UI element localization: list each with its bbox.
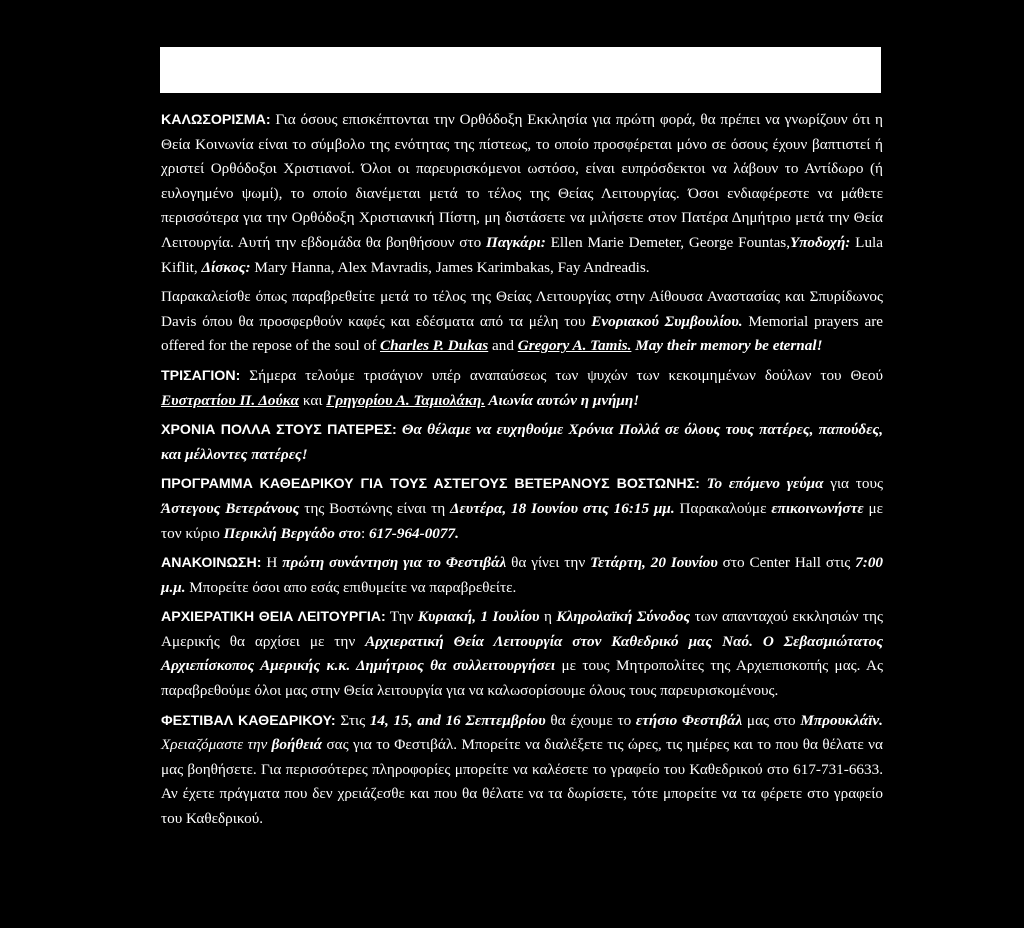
pangari-label: Παγκάρι:	[486, 233, 546, 251]
bulletin-text	[161, 108, 883, 837]
header-banner	[160, 47, 881, 93]
veterans-heading: ΠΡΟΓΡΑΜΜΑ ΚΑΘΕΔΡΙΚΟΥ ΓΙΑ ΤΟΥΣ ΑΣΤΕΓΟΥΣ ΒΕΤΕΡΑΝΟΥΣ ΒΟΣΤΩΝΗΣ:	[161, 476, 700, 493]
reception-label: Υποδοχή:	[790, 233, 851, 251]
trisagion-name-2: Γρηγορίου Α. Ταμιολάκη.	[326, 391, 486, 409]
memorial-name-2: Gregory A. Tamis.	[517, 337, 632, 355]
trisagion-heading: ΤΡΙΣΑΓΙΟΝ:	[161, 367, 241, 384]
memory-eternal: May their memory be eternal!	[631, 337, 823, 355]
coffee-hour-paragraph: Παρακαλείσθε όπως παραβρεθείτε μετά το τέλος της Θείας Λειτουργίας στην Αίθουσα Αναστασίας και Σπυρίδωνος Davis όπου θα προσφερθούν καφές και εδέσματα από τα μέλη του Ενοριακού Συμβουλίου. Memorial prayers are offered for the repose of the soul of Charles P. Dukas and Gregory A. Tamis. May their memory be eternal!	[161, 288, 884, 355]
festival-heading: ΦΕΣΤΙΒΑΛ ΚΑΘΕΔΡΙΚΟΥ:	[161, 712, 336, 729]
welcome-heading: ΚΑΛΩΣΟΡΙΣΜΑ:	[161, 112, 271, 128]
tray-label: Δίσκος:	[201, 258, 251, 276]
fathers-day-heading: ΧΡΟΝΙΑ ΠΟΛΛΑ ΣΤΟΥΣ ΠΑΤΕΡΕΣ:	[161, 422, 397, 439]
fathers-day-paragraph: ΧΡΟΝΙΑ ΠΟΛΛΑ ΣΤΟΥΣ ΠΑΤΕΡΕΣ: Θα θέλαμε να ευχηθούμε Χρόνια Πολλά σε όλους τους πατέρες, παπούδες, και μέλλοντες πατέρες!	[161, 421, 883, 463]
memorial-name-1: Charles P. Dukas	[380, 337, 489, 355]
festival-paragraph: ΦΕΣΤΙΒΑΛ ΚΑΘΕΔΡΙΚΟΥ: Στις 14, 15, and 16 Σεπτεμβρίου θα έχουμε το ετήσιο Φεστιβάλ μας στο Μπρουκλάϊν. Χρειαζόμαστε την βοήθειά σας για το Φεστιβάλ. Μπορείτε να διαλέξετε τις ώρες, τις ημέρες και το που θα θέλατε να μας βοηθήσετε. Για περισσότερες πληροφορίες μπορείτε να καλέσετε το γραφείο του Καθεδρικού στο 617-731-6633. Αν έχετε πράγματα που δεν χρειάζεσθε και που θα θέλατε να τα δωρίσετε, τότε μπορείτε να τα φέρετε στο γραφείο του Καθεδρικού.	[161, 711, 883, 828]
liturgy-heading: ΑΡΧΙΕΡΑΤΙΚΗ ΘΕΙΑ ΛΕΙΤΟΥΡΓΙΑ:	[161, 609, 386, 626]
parish-council: Ενοριακού Συμβουλίου.	[591, 312, 743, 330]
trisagion-paragraph: ΤΡΙΣΑΓΙΟΝ: Σήμερα τελούμε τρισάγιον υπέρ αναπαύσεως των ψυχών των κεκοιμημένων δούλων του Θεού Ευστρατίου Π. Δούκα και Γρηγορίου Α. Ταμιολάκη. Αιωνία αυτών η μνήμη!	[161, 366, 883, 409]
trisagion-memory: Αιωνία αυτών η μνήμη!	[485, 391, 640, 409]
announcement-paragraph: ΑΝΑΚΟΙΝΩΣΗ: Η πρώτη συνάντηση για το Φεστιβάλ θα γίνει την Τετάρτη, 20 Ιουνίου στο Center Hall στις 7:00 μ.μ. Μπορείτε όσοι απο εσάς επιθυμείτε να παραβρεθείτε.	[161, 554, 884, 596]
announcement-heading: ΑΝΑΚΟΙΝΩΣΗ:	[161, 555, 262, 572]
veterans-paragraph: ΠΡΟΓΡΑΜΜΑ ΚΑΘΕΔΡΙΚΟΥ ΓΙΑ ΤΟΥΣ ΑΣΤΕΓΟΥΣ ΒΕΤΕΡΑΝΟΥΣ ΒΟΣΤΩΝΗΣ: Το επόμενο γεύμα για τους Άστεγους Βετεράνους της Βοστώνης είναι τη Δευτέρα, 18 Ιουνίου στις 16:15 μμ. Παρακαλούμε επικοινωνήστε με τον κύριο Περικλή Βεργάδο στο: 617-964-0077.	[161, 475, 883, 542]
trisagion-name-1: Ευστρατίου Π. Δούκα	[161, 391, 300, 409]
welcome-paragraph: ΚΑΛΩΣΟΡΙΣΜΑ: Για όσους επισκέπτονται την Ορθόδοξη Εκκλησία για πρώτη φορά, θα πρέπει να γνωρίζουν ότι η Θεία Κοινωνία είναι το σύμβολο της ενότητας της πίστεως, το οποίο προσφέρεται μόνο σε όσους έχουν βαπτιστεί ή χριστεί Ορθόδοξοι Χριστιανοί. Όλοι οι παρευρισκόμενοι ωστόσο, είναι ευπρόσδεκτοι να λάβουν το Αντίδωρο (ή ευλογημένο ψωμί), το οποίο διανέμεται μετά το τέλος της Θείας Λειτουργίας. Όσοι ενδιαφέρεστε να μάθετε περισσότερα για την Ορθόδοξη Χριστιανική Πίστη, μη διστάσετε να μιλήσετε στον Πατέρα Δημήτριο μετά την Θεία Λειτουργία. Αυτή την εβδομάδα θα βοηθήσουν στο Παγκάρι: Ellen Marie Demeter, George Fountas,Υποδοχή: Lula Kiflit, Δίσκος: Mary Hanna, Alex Mavradis, James Karimbakas, Fay Andreadis.	[161, 111, 883, 276]
hierarchical-liturgy-paragraph: ΑΡΧΙΕΡΑΤΙΚΗ ΘΕΙΑ ΛΕΙΤΟΥΡΓΙΑ: Την Κυριακή, 1 Ιουλίου η Κληρολαϊκή Σύνοδος των απανταχού εκκλησιών της Αμερικής θα αρχίσει με την Αρχιερατική Θεία Λειτουργία στον Καθεδρικό μας Ναό. Ο Σεβασμιώτατος Αρχιεπίσκοπος Αμερικής κ.κ. Δημήτριος θα συλλειτουργήσει με τους Μητροπολίτες της Αρχιεπισκοπής μας. Ας παραβρεθούμε όλοι μας στην Θεία λειτουργία για να καλωσορίσουμε όλους τους παρευρισκομένους.	[161, 608, 883, 700]
veterans-phone: 617-964-0077.	[369, 524, 459, 542]
